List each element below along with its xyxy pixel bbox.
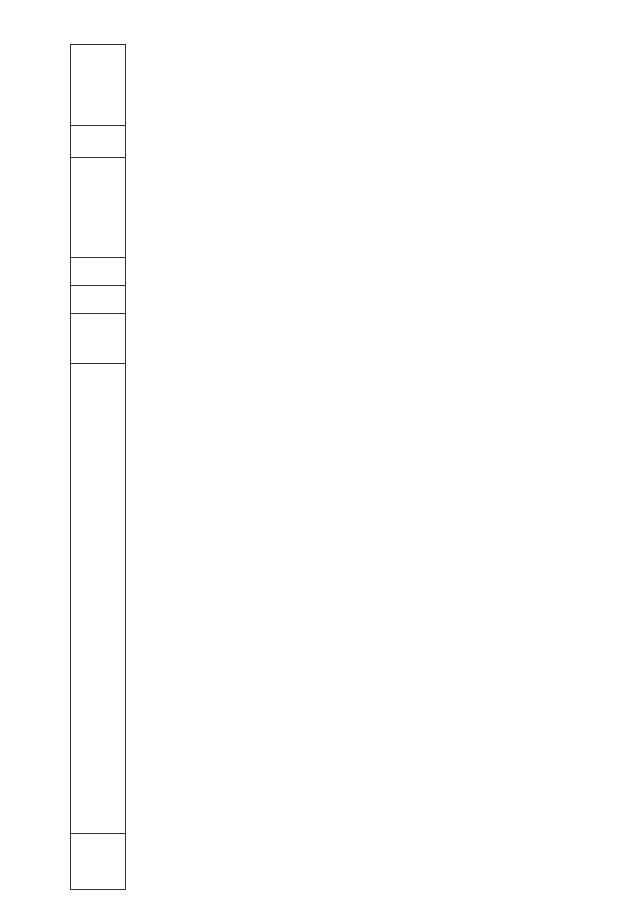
col-header-code [71, 314, 126, 364]
table-header-row [71, 45, 126, 890]
col-header-razdel [71, 286, 126, 314]
col-header-target [71, 158, 126, 258]
col-header-podrazdel [71, 258, 126, 286]
budget-table [70, 44, 126, 890]
page-number [25, 441, 39, 465]
col-header-num [71, 834, 126, 890]
budget-sheet [70, 0, 590, 890]
col-header-name [71, 364, 126, 834]
col-header-sum [71, 45, 126, 126]
col-header-vid [71, 126, 126, 158]
